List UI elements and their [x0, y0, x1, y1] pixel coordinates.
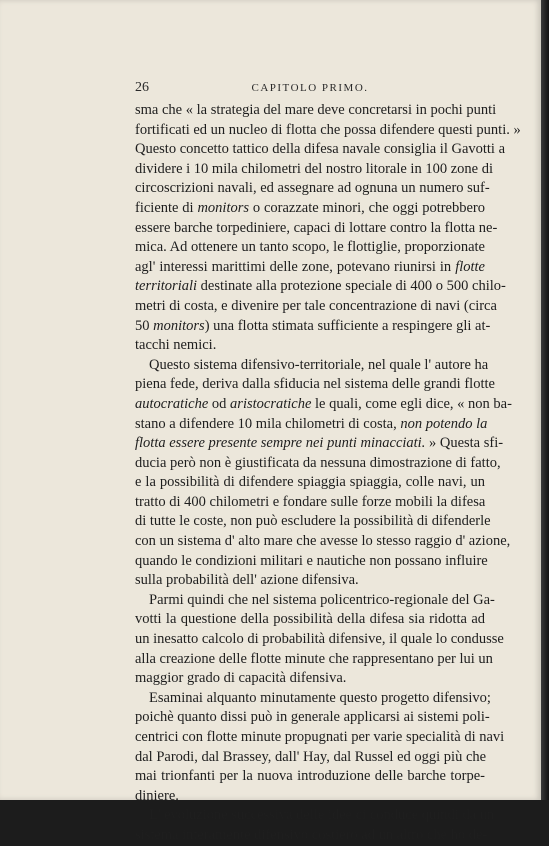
- text-run: L' evoluzione successiva delle idee ci conduce quindi da un: [149, 807, 495, 824]
- text-line: [135, 415, 488, 435]
- text-run: sma che « la strategia del mare deve concretarsi in pochi punti: [135, 102, 497, 118]
- text-line: [135, 473, 485, 493]
- text-line: [135, 493, 485, 513]
- text-run: mai trionfanti per la nuova introduzione delle barche torpe-: [135, 768, 485, 785]
- text-run: ficiente di: [135, 199, 198, 216]
- text-line: [135, 238, 485, 258]
- text-run: un inesatto calcolo di probabilità difensive, il quale lo condusse: [135, 631, 504, 648]
- text-line: [135, 610, 485, 630]
- text-run: di tutte le coste, non può escludere la possibilità di difenderle: [135, 513, 491, 530]
- text-line: [135, 258, 485, 278]
- italic-text: monitors: [197, 199, 250, 216]
- text-run: destinate alla protezione speciale di 400 o 500 chilo-: [197, 278, 506, 295]
- text-run: essere barche torpediniere, capaci di lottare contro la flotta ne-: [135, 219, 498, 236]
- text-line: [135, 121, 521, 141]
- text-line: [135, 199, 485, 219]
- text-line: [135, 317, 491, 337]
- italic-text: flotte: [455, 258, 485, 275]
- italic-text: non potendo la: [400, 415, 488, 432]
- text-line: [135, 395, 512, 415]
- text-run: alla creazione delle flotte minute che rappresentano per lui un: [135, 650, 493, 667]
- text-line: [135, 219, 498, 239]
- text-line: [135, 532, 511, 552]
- text-line: [135, 336, 485, 356]
- text-run: stano a difendere 10 mila chilometri di costa,: [135, 415, 401, 432]
- text-run: Questo sistema difensivo-territoriale, nel quale l' autore ha: [149, 356, 489, 373]
- text-line: [135, 552, 488, 572]
- text-run: ducia però non è giustificata da nessuna dimostrazione di fatto,: [135, 454, 501, 471]
- text-run: centrici con flotte minute propugnati per varie specialità di navi: [135, 729, 505, 745]
- text-run: poichè quanto dissi può in generale applicarsi ai sistemi poli-: [135, 709, 490, 726]
- text-run: sistema interamente difensivo costiero ad un altro che ho de-: [135, 826, 488, 843]
- text-run: dividere i 10 mila chilometri del nostro litorale in 100 zone di: [135, 160, 493, 177]
- text-run: Parmi quindi che nel sistema policentrico-regionale del Ga-: [149, 591, 495, 608]
- italic-text: flotta essere presente sempre nei punti minacciati.: [135, 435, 426, 452]
- italic-text: aristocratiche: [230, 395, 312, 412]
- text-line: [135, 630, 504, 650]
- text-line: [135, 669, 485, 689]
- text-run: fortificati ed un nucleo di flotta che possa difendere questi punti. »: [135, 121, 521, 138]
- text-line: [135, 767, 485, 787]
- book-spine-edge: [541, 0, 549, 800]
- text-run: diniere.: [135, 787, 179, 804]
- text-line: [135, 806, 495, 826]
- body-text: [135, 101, 521, 846]
- page-number: 26: [135, 80, 149, 95]
- italic-text: territoriali: [135, 278, 198, 295]
- text-run: agl' interessi marittimi delle zone, potevano riunirsi in: [135, 258, 456, 275]
- running-head: CAPITOLO PRIMO.: [251, 82, 369, 94]
- text-run: tratto di 400 chilometri e fondare sulle forze mobili la difesa: [135, 493, 486, 510]
- text-run: circoscrizioni navali, ed assegnare ad ognuna un numero suf-: [135, 180, 490, 197]
- text-run: o corazzate minori, che oggi potrebbero: [249, 199, 485, 216]
- text-run: votti la questione della possibilità della difesa sia ridotta ad: [135, 611, 485, 628]
- text-run: od: [208, 395, 231, 412]
- text-line: [135, 650, 493, 670]
- text-run: quando le condizioni militari e nautiche non possano influire: [135, 552, 488, 569]
- text-line: [135, 160, 493, 180]
- text-line: [135, 140, 506, 160]
- text-run: Questo concetto tattico della difesa navale consiglia il Gavotti a: [135, 141, 506, 158]
- text-line: [135, 277, 506, 297]
- text-line: [135, 728, 505, 748]
- text-run: le quali, come egli dice, « non ba-: [311, 395, 512, 412]
- text-run: 50: [135, 317, 154, 334]
- text-line: [135, 748, 485, 768]
- text-run: mica. Ad ottenere un tanto scopo, le flottiglie, proporzionate: [135, 239, 485, 256]
- text-line: [135, 434, 504, 454]
- text-run: ) una flotta stimata sufficiente a respingere gli at-: [204, 317, 491, 334]
- text-line: [135, 571, 485, 591]
- text-line: [135, 101, 497, 121]
- italic-text: monitors: [153, 317, 205, 334]
- text-run: dal Parodi, dal Brassey, dall' Hay, dal Russel ed oggi più che: [135, 748, 487, 765]
- text-run: Esaminai alquanto minutamente questo progetto difensivo;: [149, 689, 491, 706]
- text-line: [135, 356, 489, 376]
- text-line: [135, 375, 495, 395]
- text-line: [135, 689, 491, 709]
- text-line: [135, 787, 485, 807]
- text-line: [135, 591, 495, 611]
- text-run: piena fede, deriva dalla sfiducia nel sistema delle grandi flotte: [135, 376, 495, 393]
- text-run: maggior grado di capacità difensiva.: [135, 670, 347, 687]
- text-line: [135, 826, 488, 846]
- text-run: » Questa sfi-: [425, 435, 504, 452]
- page-header: [135, 80, 485, 96]
- text-run: metri di costa, e divenire per tale concentrazione di navi (circa: [135, 297, 497, 314]
- text-run: sulla probabilità dell' azione difensiva.: [135, 572, 359, 589]
- text-line: [135, 454, 501, 474]
- text-run: tacchi nemici.: [135, 337, 217, 354]
- italic-text: autocratiche: [135, 395, 209, 412]
- text-line: [135, 708, 490, 728]
- text-line: [135, 512, 491, 532]
- text-run: e la possibilità di difendere spiaggia spiaggia, colle navi, un: [135, 474, 485, 491]
- text-run: con un sistema d' alto mare che avesse lo stesso raggio d' azione,: [135, 533, 511, 550]
- text-line: [135, 297, 497, 317]
- text-line: [135, 179, 490, 199]
